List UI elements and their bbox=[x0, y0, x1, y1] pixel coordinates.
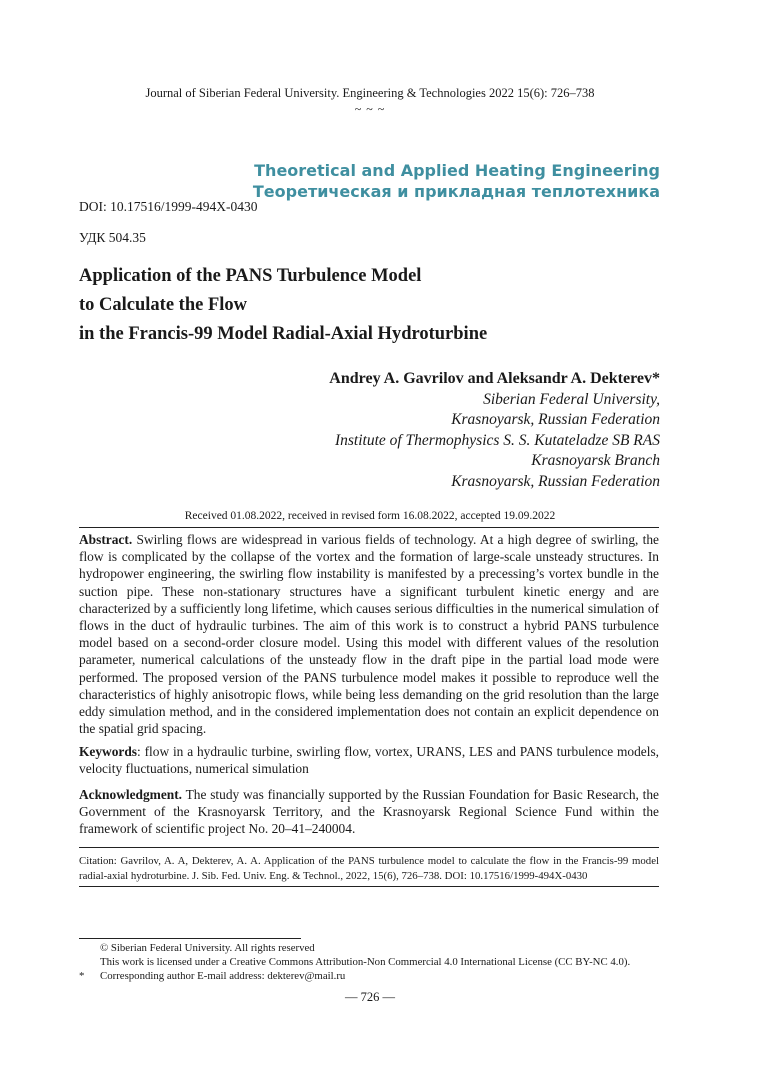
title-line-2: to Calculate the Flow bbox=[79, 295, 248, 315]
page-number: — 726 — bbox=[345, 990, 395, 1004]
keywords bbox=[79, 743, 659, 777]
udk: УДК 504.35 bbox=[79, 230, 146, 245]
section-title-ru: Теоретическая и прикладная теплотехника bbox=[252, 182, 660, 201]
affiliation-line: Krasnoyarsk Branch bbox=[531, 452, 660, 469]
title-line-3: in the Francis-99 Model Radial-Axial Hydroturbine bbox=[79, 324, 488, 344]
affiliation-line: Krasnoyarsk, Russian Federation bbox=[451, 472, 660, 490]
title-line-1: Application of the PANS Turbulence Model bbox=[79, 266, 422, 286]
keywords-label: Keywords bbox=[79, 744, 138, 759]
journal-header: Journal of Siberian Federal University. Engineering & Technologies 2022 15(6): 726–738 bbox=[145, 86, 595, 100]
citation: Citation: Gavrilov, A. A, Dekterev, A. A. Application of the PANS turbulence model to calculate the flow in the Francis-99 model radial-axial hydroturbine. J. Sib. Fed. Univ. Eng. & Technol., 2022, 15(6), 726–738. DOI: 10.17516/1999-494X-0430 bbox=[79, 855, 659, 882]
keywords-text: : flow in a hydraulic turbine, swirling flow, vortex, URANS, LES and PANS turbulence models, velocity fluctuations, numerical simulation bbox=[79, 744, 659, 777]
footnote-marker: * bbox=[79, 970, 85, 982]
affiliation-line: Krasnoyarsk, Russian Federation bbox=[451, 411, 660, 428]
affiliation-line: Siberian Federal University, bbox=[483, 390, 660, 408]
copyright-note: © Siberian Federal University. All rights reserved bbox=[100, 942, 315, 954]
doi: DOI: 10.17516/1999-494X-0430 bbox=[79, 199, 258, 214]
abstract-text: Swirling flows are widespread in various fields of technology. At a high degree of swirling, the flow is complicated by the collapse of the vortex and the formation of large-scale unsteady structures. In hydropower engineering, the swirling flow instability is manifested by a precessing’s vortex bundle in the suction pipe. These non-stationary structures have a significant turbulent kinetic energy and are characterized by a sufficiently long lifetime, which causes serious difficulties in the numerical simulation of flows in the duct of hydraulic turbines. The aim of this work is to construct a hybrid PANS turbulence model based on a second-order closure model. Using this model with different values of the resolution parameter, numerical calculations of the unsteady flow in the draft pipe in the partial load mode were performed. The proposed version of the PANS turbulence model makes it possible to reproduce well the characteristics of highly anisotropic flows, while being less demanding on the grid resolution than the large eddy simulation method, and in the considered implementation does not contain an explicit dependence on the spatial grid spacing. bbox=[79, 532, 659, 737]
abstract-label: Abstract. bbox=[79, 532, 133, 547]
footnote-rule bbox=[79, 938, 301, 939]
section-title bbox=[253, 160, 660, 202]
acknowledgment-text: The study was financially supported by the Russian Foundation for Basic Research, the Government of the Krasnoyarsk Territory, and the Krasnoyarsk Regional Science Fund within the framework of scientific project No. 20–41–240004. bbox=[79, 787, 660, 837]
paper-title bbox=[79, 262, 679, 349]
corresponding-author: Corresponding author E-mail address: dekterev@mail.ru bbox=[100, 970, 346, 982]
license-note: This work is licensed under a Creative Commons Attribution-Non Commercial 4.0 International License (CC BY-NC 4.0). bbox=[100, 956, 631, 968]
abstract bbox=[79, 531, 659, 737]
received-dates: Received 01.08.2022, received in revised form 16.08.2022, accepted 19.09.2022 bbox=[184, 510, 556, 522]
divider bbox=[79, 886, 659, 887]
authors: Andrey A. Gavrilov and Aleksandr A. Dekterev* bbox=[329, 370, 660, 387]
affiliation-line: Institute of Thermophysics S. S. Kutateladze SB RAS bbox=[334, 431, 660, 449]
header-separator: ~ ~ ~ bbox=[354, 102, 386, 116]
acknowledgment bbox=[79, 786, 659, 838]
section-title-en: Theoretical and Applied Heating Engineering bbox=[254, 161, 660, 180]
acknowledgment-label: Acknowledgment. bbox=[79, 787, 183, 802]
divider bbox=[79, 527, 659, 528]
divider bbox=[79, 847, 659, 848]
authors-block bbox=[329, 369, 660, 492]
